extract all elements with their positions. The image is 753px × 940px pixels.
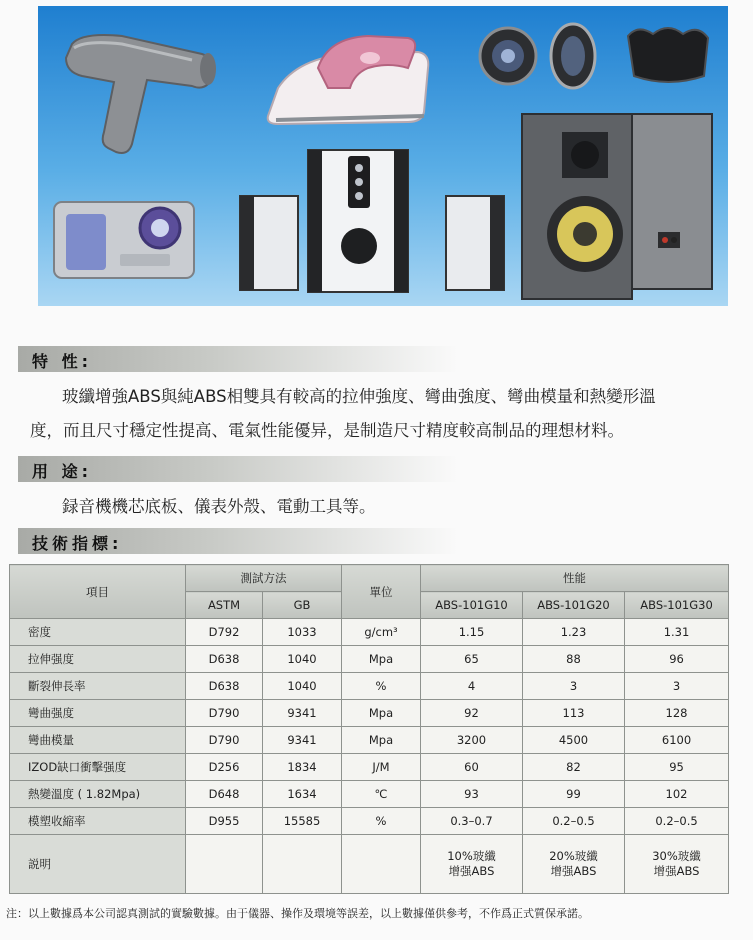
properties-section-header [18, 346, 458, 372]
note-g20-line-1: 20%玻纖 [549, 849, 598, 863]
row-item: IZOD缺口衝擊强度 [10, 754, 186, 781]
table-row [10, 646, 729, 673]
row-item: 説明 [10, 835, 186, 894]
row-g30: 0.2–0.5 [625, 808, 729, 835]
row-astm: D638 [186, 673, 263, 700]
bookshelf-speaker-image [518, 104, 718, 304]
spec-table [9, 564, 729, 894]
row-g10: 0.3–0.7 [421, 808, 523, 835]
row-g20-note [523, 835, 625, 894]
row-unit-empty [342, 835, 421, 894]
header-item: 項目 [10, 565, 186, 619]
row-unit: Mpa [342, 646, 421, 673]
row-g20: 88 [523, 646, 625, 673]
row-g30: 128 [625, 700, 729, 727]
row-gb: 9341 [263, 727, 342, 754]
header-test-method: 測試方法 [186, 565, 342, 592]
table-row [10, 727, 729, 754]
row-astm-empty [186, 835, 263, 894]
properties-title: 特 性: [32, 352, 92, 371]
table-row [10, 673, 729, 700]
row-g20: 1.23 [523, 619, 625, 646]
row-gb: 9341 [263, 700, 342, 727]
row-unit: % [342, 808, 421, 835]
computer-speakers-image [238, 146, 508, 296]
row-unit: g/cm³ [342, 619, 421, 646]
row-g10: 60 [421, 754, 523, 781]
row-item: 斷裂伸長率 [10, 673, 186, 700]
note-g30-line-2: 增强ABS [653, 864, 700, 878]
properties-paragraph [30, 380, 730, 448]
row-g20: 0.2–0.5 [523, 808, 625, 835]
properties-line-2: 度，而且尺寸穩定性提高、電氣性能優异，是制造尺寸精度較高制品的理想材料。 [30, 421, 624, 440]
header-grade-g10: ABS-101G10 [421, 592, 523, 619]
table-row-note [10, 835, 729, 894]
row-g10: 65 [421, 646, 523, 673]
row-item: 模塑收縮率 [10, 808, 186, 835]
row-item: 彎曲强度 [10, 700, 186, 727]
note-g10-line-2: 增强ABS [448, 864, 495, 878]
camera-lens-image [478, 16, 718, 96]
row-astm: D256 [186, 754, 263, 781]
row-g30: 6100 [625, 727, 729, 754]
row-gb: 1033 [263, 619, 342, 646]
row-g10: 92 [421, 700, 523, 727]
row-g10: 1.15 [421, 619, 523, 646]
uses-paragraph [30, 490, 730, 524]
row-item: 密度 [10, 619, 186, 646]
row-gb: 15585 [263, 808, 342, 835]
table-row [10, 808, 729, 835]
row-g10-note [421, 835, 523, 894]
row-astm: D955 [186, 808, 263, 835]
row-g10: 4 [421, 673, 523, 700]
product-banner [38, 6, 728, 306]
row-g20: 4500 [523, 727, 625, 754]
row-astm: D638 [186, 646, 263, 673]
table-row [10, 700, 729, 727]
row-g20: 3 [523, 673, 625, 700]
uses-line-1: 録音機機芯底板、儀表外殼、電動工具等。 [62, 497, 376, 516]
row-g30: 95 [625, 754, 729, 781]
row-item: 拉伸强度 [10, 646, 186, 673]
row-unit: Mpa [342, 727, 421, 754]
row-item: 熱變溫度 ( 1.82Mpa) [10, 781, 186, 808]
row-item: 彎曲模量 [10, 727, 186, 754]
row-g30: 3 [625, 673, 729, 700]
note-g10-line-1: 10%玻纖 [447, 849, 496, 863]
row-g20: 99 [523, 781, 625, 808]
note-g30-line-1: 30%玻纖 [652, 849, 701, 863]
row-unit: Mpa [342, 700, 421, 727]
row-g10: 3200 [421, 727, 523, 754]
row-gb: 1634 [263, 781, 342, 808]
uses-section-header [18, 456, 458, 482]
specs-section-header [18, 528, 458, 554]
table-row [10, 754, 729, 781]
note-g20-line-2: 增强ABS [550, 864, 597, 878]
header-astm: ASTM [186, 592, 263, 619]
row-astm: D648 [186, 781, 263, 808]
row-gb: 1040 [263, 646, 342, 673]
header-grade-g20: ABS-101G20 [523, 592, 625, 619]
header-performance: 性能 [421, 565, 729, 592]
row-g10: 93 [421, 781, 523, 808]
row-gb: 1834 [263, 754, 342, 781]
table-row [10, 781, 729, 808]
row-g30-note [625, 835, 729, 894]
row-gb-empty [263, 835, 342, 894]
row-g30: 96 [625, 646, 729, 673]
row-astm: D790 [186, 700, 263, 727]
steam-iron-image [258, 28, 438, 128]
row-g20: 113 [523, 700, 625, 727]
properties-line-1: 玻纖增強ABS與純ABS相雙具有較高的拉伸強度、彎曲強度、彎曲模量和熱變形溫 [62, 387, 656, 406]
row-astm: D792 [186, 619, 263, 646]
header-grade-g30: ABS-101G30 [625, 592, 729, 619]
table-row [10, 619, 729, 646]
row-unit: % [342, 673, 421, 700]
header-gb: GB [263, 592, 342, 619]
row-unit: J/M [342, 754, 421, 781]
uses-title: 用 途: [32, 462, 92, 481]
row-astm: D790 [186, 727, 263, 754]
row-g20: 82 [523, 754, 625, 781]
digital-camera-image [50, 194, 200, 284]
row-unit: ℃ [342, 781, 421, 808]
row-g30: 102 [625, 781, 729, 808]
hair-dryer-image [52, 24, 222, 164]
row-g30: 1.31 [625, 619, 729, 646]
footnote: 注：以上數據爲本公司認真測試的實驗數據。由于儀器、操作及環境等誤差，以上數據僅供參考，不作爲正式質保承諾。 [6, 907, 589, 920]
specs-title: 技術指標: [32, 534, 123, 553]
header-unit: 單位 [342, 565, 421, 619]
row-gb: 1040 [263, 673, 342, 700]
